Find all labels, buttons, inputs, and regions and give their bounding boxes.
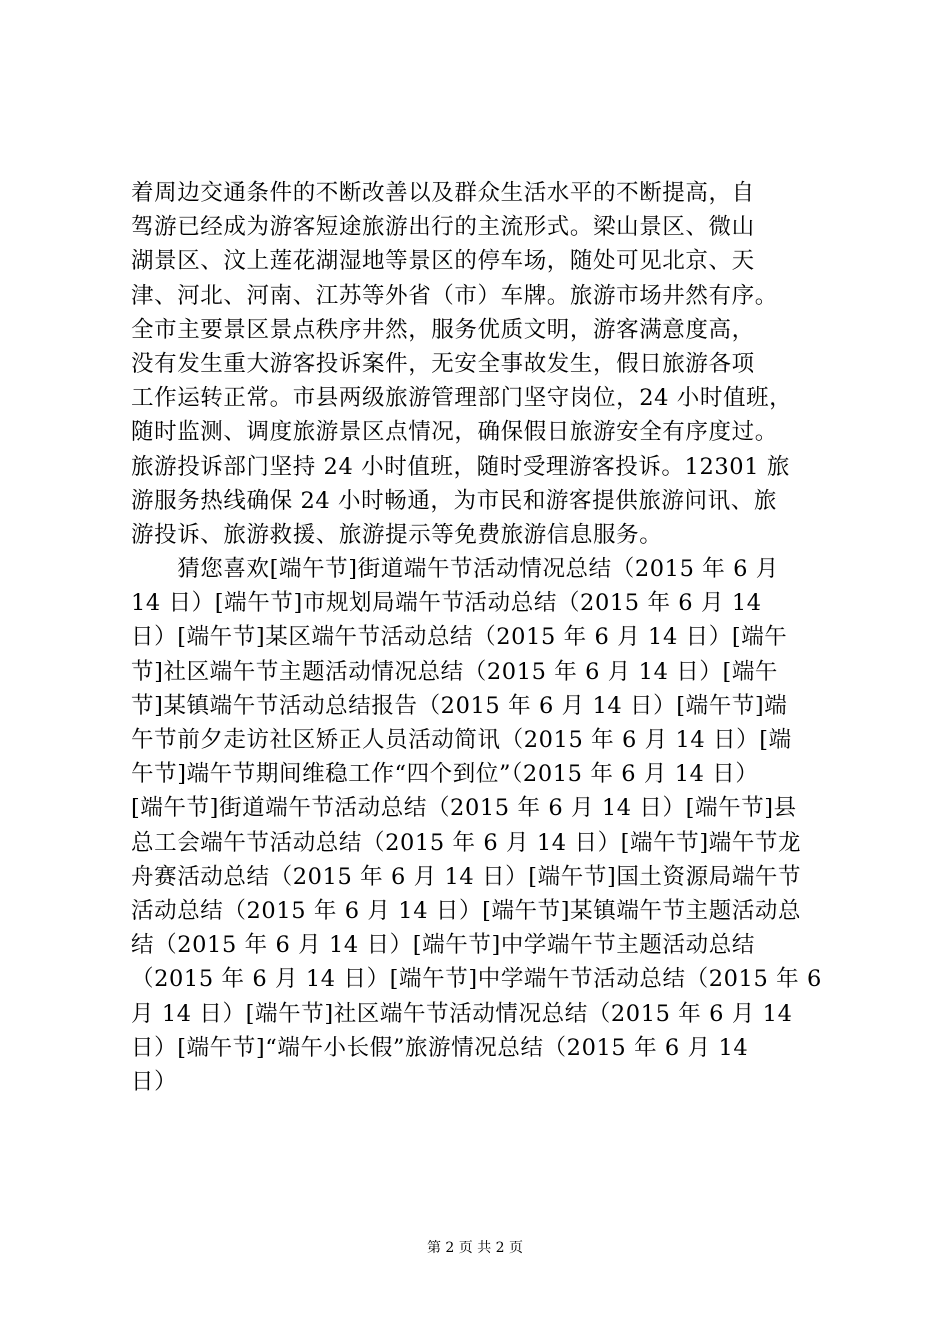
body-text xyxy=(131,176,821,1099)
text-line: 工作运转正常。市县两级旅游管理部门坚守岗位，24 小时值班， xyxy=(131,385,793,412)
related-articles-line: 午节前夕走访社区矫正人员活动简讯（2015 年 6 月 14 日）[端 xyxy=(131,727,792,753)
related-articles-line: 午节]端午节期间维稳工作“四个到位”（2015 年 6 月 14 日） xyxy=(131,761,759,788)
related-articles-line: 活动总结（2015 年 6 月 14 日）[端午节]某镇端午节主题活动总 xyxy=(131,897,802,924)
related-articles-line: 日） xyxy=(131,1068,178,1095)
text-line: 驾游已经成为游客短途旅游出行的主流形式。梁山景区、微山 xyxy=(131,214,755,241)
related-articles-line: 14 日）[端午节]市规划局端午节活动总结（2015 年 6 月 14 xyxy=(131,590,762,617)
related-articles-line: [端午节]街道端午节活动总结（2015 年 6 月 14 日）[端午节]县 xyxy=(131,795,797,822)
related-articles-line: 日）[端午节]“端午小长假”旅游情况总结（2015 年 6 月 14 xyxy=(131,1034,749,1061)
related-articles-line: 舟赛活动总结（2015 年 6 月 14 日）[端午节]国土资源局端午节 xyxy=(131,863,802,890)
related-articles-line: 结（2015 年 6 月 14 日）[端午节]中学端午节主题活动总结 xyxy=(131,932,755,959)
related-articles-line: （2015 年 6 月 14 日）[端午节]中学端午节活动总结（2015 年 6 xyxy=(131,966,822,993)
related-articles-line: 节]某镇端午节活动总结报告（2015 年 6 月 14 日）[端午节]端 xyxy=(131,692,788,719)
text-line: 湖景区、汶上莲花湖湿地等景区的停车场，随处可见北京、天 xyxy=(131,248,755,275)
related-articles-line: 日）[端午节]某区端午节活动总结（2015 年 6 月 14 日）[端午 xyxy=(131,624,788,651)
text-line: 着周边交通条件的不断改善以及群众生活水平的不断提高，自 xyxy=(131,180,755,206)
related-articles-line: 总工会端午节活动总结（2015 年 6 月 14 日）[端午节]端午节龙 xyxy=(131,829,802,856)
text-line: 没有发生重大游客投诉案件，无安全事故发生，假日旅游各项 xyxy=(131,350,755,377)
related-articles-line: 节]社区端午节主题活动情况总结（2015 年 6 月 14 日）[端午 xyxy=(131,658,779,685)
text-line: 旅游投诉部门坚持 24 小时值班，随时受理游客投诉。12301 旅 xyxy=(131,453,790,480)
page-number-footer: 第 2 页 共 2 页 xyxy=(426,1240,524,1256)
text-line: 津、河北、河南、江苏等外省（市）车牌。旅游市场井然有序。 xyxy=(131,282,778,309)
related-articles-line: 月 14 日）[端午节]社区端午节活动情况总结（2015 年 6 月 14 xyxy=(131,1000,793,1027)
text-line: 游服务热线确保 24 小时畅通，为市民和游客提供旅游问讯、旅 xyxy=(131,487,777,514)
related-articles-line: 猜您喜欢[端午节]街道端午节活动情况总结（2015 年 6 月 xyxy=(131,556,779,583)
text-line: 随时监测、调度旅游景区点情况，确保假日旅游安全有序度过。 xyxy=(131,419,778,446)
text-line: 全市主要景区景点秩序井然，服务优质文明，游客满意度高， xyxy=(131,316,755,343)
text-line: 游投诉、旅游救援、旅游提示等免费旅游信息服务。 xyxy=(131,521,663,548)
